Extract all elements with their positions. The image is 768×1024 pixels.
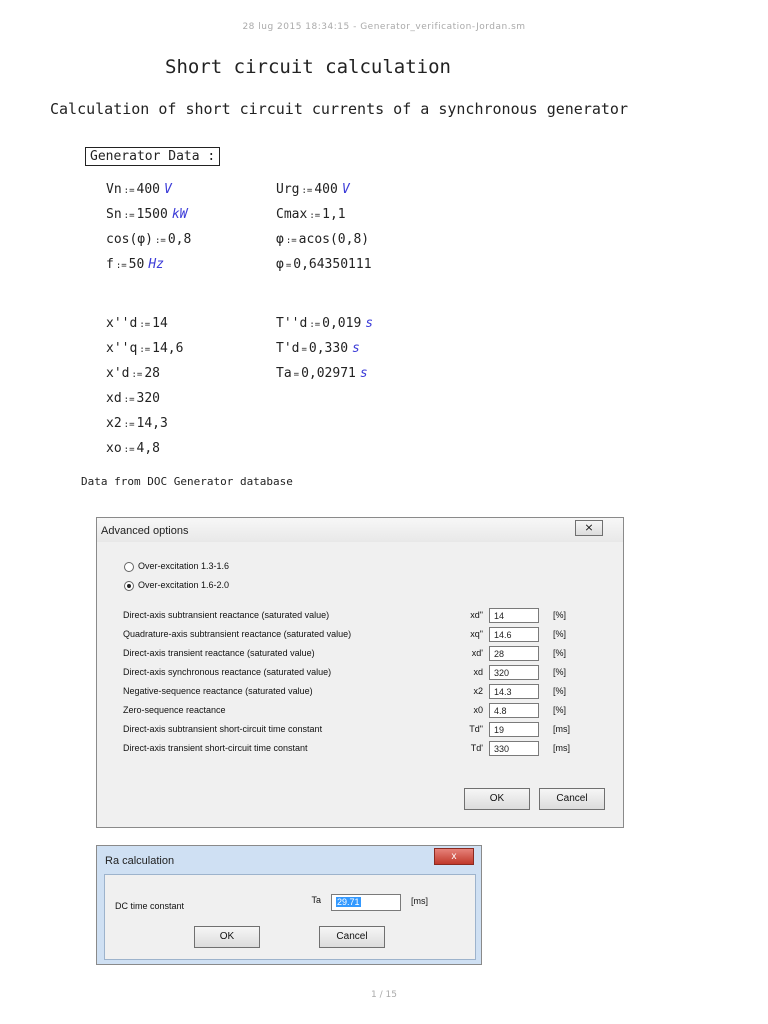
variable-operator: := <box>115 261 127 271</box>
variable-row <box>106 207 187 222</box>
option-label: Quadrature-axis subtransient reactance (saturated value) <box>123 629 352 639</box>
option-symbol: xd <box>473 667 483 677</box>
page-subtitle: Calculation of short circuit currents of a synchronous generator <box>50 100 628 118</box>
variable-name: x'd <box>106 366 130 381</box>
ta-symbol: Ta <box>311 895 321 905</box>
variable-name: Sn <box>106 207 122 222</box>
variable-value: 0,02971 <box>301 366 356 381</box>
radio-label-1: Over-excitation 1.3-1.6 <box>138 561 230 571</box>
variable-name: cos(φ) <box>106 232 153 247</box>
option-input[interactable]: 320 <box>489 665 539 680</box>
data-source-note: Data from DOC Generator database <box>81 475 293 488</box>
variable-name: f <box>106 257 114 272</box>
variable-row <box>106 232 191 247</box>
variable-value: 320 <box>136 391 160 406</box>
advanced-options-dialog <box>96 517 624 828</box>
variable-name: xo <box>106 441 122 456</box>
option-label: Direct-axis transient short-circuit time constant <box>123 743 308 753</box>
variable-row <box>276 366 368 381</box>
variable-name: x''q <box>106 341 138 356</box>
variable-row <box>106 391 160 406</box>
variable-name: φ <box>276 232 284 247</box>
variable-value: 50 <box>128 257 145 272</box>
variable-row <box>106 182 172 197</box>
option-symbol: Td' <box>470 743 483 753</box>
variable-value: 0,330 <box>308 341 349 356</box>
option-symbol: Td" <box>469 724 483 734</box>
option-symbol: xd" <box>470 610 483 620</box>
dialog-title: Advanced options <box>101 525 189 537</box>
variable-operator: := <box>123 211 135 221</box>
ra-cancel-button[interactable]: Cancel <box>319 926 385 948</box>
variable-operator: = <box>301 345 307 355</box>
variable-row <box>276 341 360 356</box>
variable-value: 14,3 <box>136 416 168 431</box>
option-label: Direct-axis subtransient short-circuit time constant <box>123 724 323 734</box>
variable-operator: := <box>123 420 135 430</box>
option-unit: [%] <box>553 705 567 715</box>
option-symbol: xd' <box>471 648 483 658</box>
ra-calculation-dialog <box>96 845 482 965</box>
option-unit: [ms] <box>553 743 570 753</box>
option-input[interactable]: 330 <box>489 741 539 756</box>
variable-name: Cmax <box>276 207 308 222</box>
variable-row <box>106 441 160 456</box>
option-input[interactable]: 4.8 <box>489 703 539 718</box>
page-header: 28 lug 2015 18:34:15 - Generator_verification-Jordan.sm <box>242 22 526 32</box>
option-unit: [%] <box>553 610 567 620</box>
variable-value: 0,64350111 <box>293 257 372 272</box>
page-footer: 1 / 15 <box>371 990 397 1000</box>
option-label: Direct-axis subtransient reactance (saturated value) <box>123 610 330 620</box>
variable-operator: := <box>139 320 151 330</box>
variable-row <box>276 316 373 331</box>
dc-time-constant-label: DC time constant <box>115 901 185 911</box>
variable-operator: = <box>285 261 292 271</box>
option-unit: [%] <box>553 686 567 696</box>
page-title: Short circuit calculation <box>165 56 451 78</box>
variable-value: 28 <box>144 366 160 381</box>
option-label: Negative-sequence reactance (saturated value) <box>123 686 313 696</box>
variable-name: T''d <box>276 316 308 331</box>
variable-unit: Hz <box>148 257 164 272</box>
ok-button[interactable]: OK <box>464 788 530 810</box>
option-label: Direct-axis synchronous reactance (saturated value) <box>123 667 332 677</box>
variable-unit: V <box>163 182 172 197</box>
variable-row <box>106 341 183 356</box>
variable-row <box>106 316 168 331</box>
variable-operator: := <box>154 236 166 246</box>
variable-operator: := <box>139 345 151 355</box>
variable-name: x''d <box>106 316 138 331</box>
variable-value: 1500 <box>136 207 168 222</box>
ta-input-value: 29.71 <box>337 897 360 907</box>
radio-overexcitation-1[interactable] <box>124 562 134 572</box>
variable-name: φ <box>276 257 284 272</box>
variable-unit: V <box>341 182 350 197</box>
variable-name: Vn <box>106 182 122 197</box>
variable-row <box>106 257 164 272</box>
variable-name: x2 <box>106 416 122 431</box>
option-input[interactable]: 14.3 <box>489 684 539 699</box>
ta-input[interactable] <box>331 894 401 911</box>
option-input[interactable]: 14 <box>489 608 539 623</box>
option-input[interactable]: 19 <box>489 722 539 737</box>
variable-row <box>276 257 372 272</box>
variable-operator: := <box>131 370 143 380</box>
variable-operator: := <box>309 211 321 221</box>
option-unit: [%] <box>553 629 567 639</box>
variable-value: 400 <box>314 182 338 197</box>
variable-operator: := <box>309 320 321 330</box>
generator-data-label: Generator Data : <box>85 147 220 166</box>
ta-unit: [ms] <box>411 896 428 906</box>
option-label: Direct-axis transient reactance (saturated value) <box>123 648 315 658</box>
variable-unit: s <box>365 316 374 331</box>
option-input[interactable]: 14.6 <box>489 627 539 642</box>
variable-unit: kW <box>171 207 188 222</box>
ra-dialog-title: Ra calculation <box>105 855 175 867</box>
option-unit: [%] <box>553 667 567 677</box>
ra-dialog-body <box>104 874 476 960</box>
variable-row <box>106 416 168 431</box>
variable-row <box>276 232 369 247</box>
variable-value: 0,019 <box>322 316 362 331</box>
variable-name: xd <box>106 391 122 406</box>
variable-value: 0,8 <box>167 232 192 247</box>
ra-close-button[interactable]: x <box>434 848 474 865</box>
variable-value: 1,1 <box>322 207 346 222</box>
variable-value: 400 <box>136 182 160 197</box>
variable-operator: := <box>301 186 313 196</box>
variable-value: acos(0,8) <box>298 232 370 247</box>
variable-operator: = <box>293 370 300 380</box>
option-symbol: x2 <box>473 686 483 696</box>
option-symbol: x0 <box>473 705 483 715</box>
cancel-button[interactable]: Cancel <box>539 788 605 810</box>
radio-label-2: Over-excitation 1.6-2.0 <box>138 580 230 590</box>
close-button[interactable]: ⨯ <box>575 520 603 536</box>
variable-name: T'd <box>276 341 300 356</box>
option-symbol: xq" <box>470 629 483 639</box>
variable-name: Ta <box>276 366 292 381</box>
variable-value: 4,8 <box>136 441 160 456</box>
variable-operator: := <box>123 186 135 196</box>
variable-unit: s <box>352 341 360 356</box>
option-unit: [%] <box>553 648 567 658</box>
variable-row <box>106 366 160 381</box>
radio-overexcitation-2[interactable] <box>124 581 134 591</box>
variable-row <box>276 182 350 197</box>
variable-row <box>276 207 346 222</box>
option-input[interactable]: 28 <box>489 646 539 661</box>
option-unit: [ms] <box>553 724 570 734</box>
variable-operator: := <box>285 236 297 246</box>
option-label: Zero-sequence reactance <box>123 705 226 715</box>
variable-name: Urg <box>276 182 300 197</box>
variable-unit: s <box>359 366 368 381</box>
variable-operator: := <box>123 395 135 405</box>
variable-operator: := <box>123 445 135 455</box>
variable-value: 14 <box>152 316 168 331</box>
variable-value: 14,6 <box>152 341 184 356</box>
ra-ok-button[interactable]: OK <box>194 926 260 948</box>
